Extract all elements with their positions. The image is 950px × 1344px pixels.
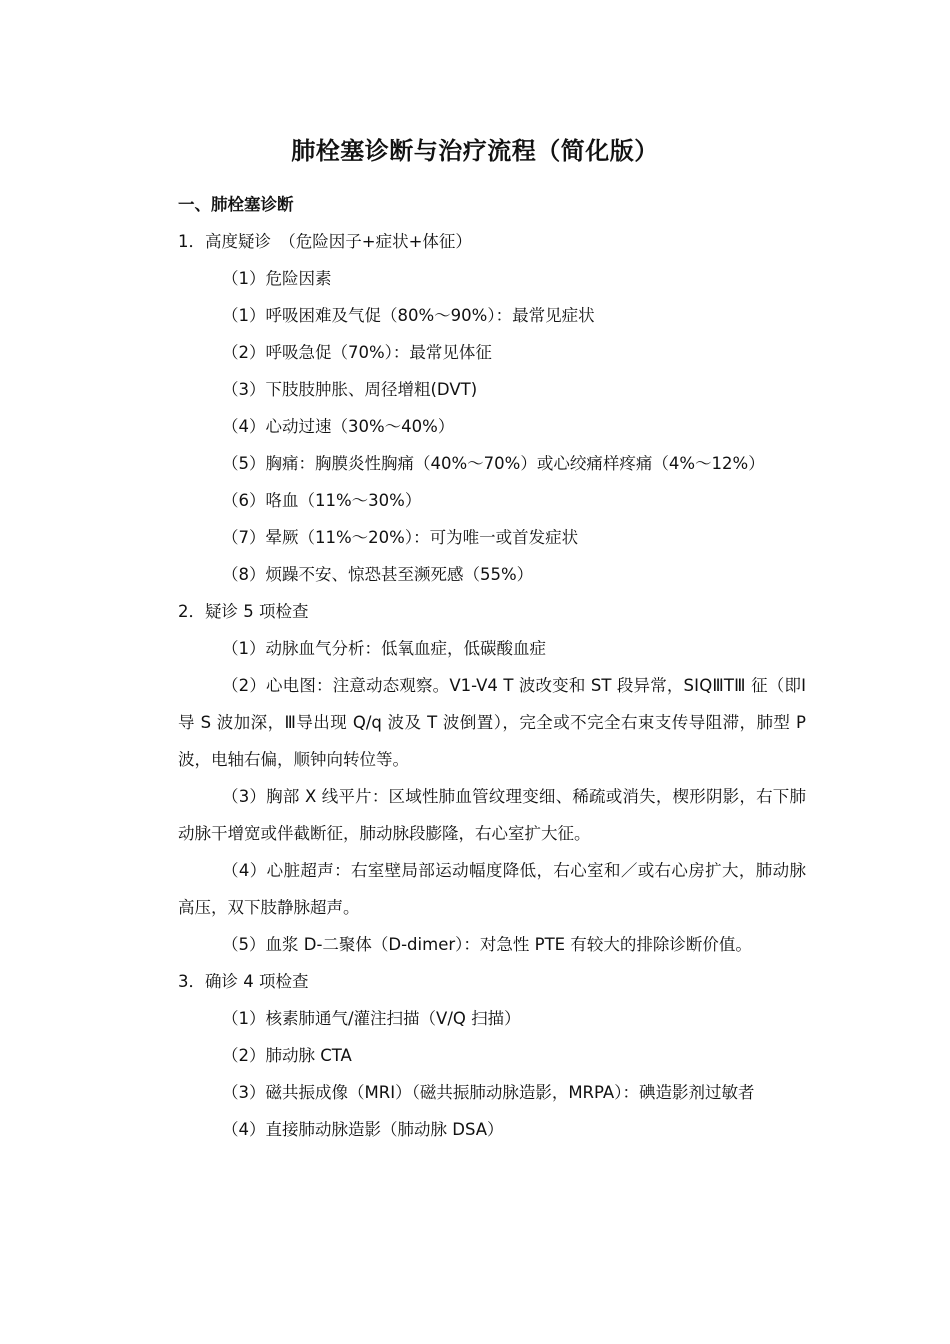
list-item-chest-pain: （5）胸痛：胸膜炎性胸痛（40%～70%）或心绞痛样疼痛（4%～12%） xyxy=(222,454,765,473)
list-item: （8）烦躁不安、惊恐甚至濒死感（55%） xyxy=(222,565,534,584)
item-suspected-tests-label: 2．疑诊 5 项检查 xyxy=(178,602,309,621)
list-item-vq-scan: （1）核素肺通气/灌注扫描（V/Q 扫描） xyxy=(222,1009,521,1028)
page-title: 肺栓塞诊断与治疗流程（简化版） xyxy=(291,137,659,165)
list-item-d-dimer: （5）血浆 D-二聚体（D-dimer）：对急性 PTE 有较大的排除诊断价值。 xyxy=(222,935,752,954)
list-item: （1）危险因素 xyxy=(222,269,332,288)
list-item-mri: （3）磁共振成像（MRI）（磁共振肺动脉造影，MRPA）：碘造影剂过敏者 xyxy=(222,1083,755,1102)
list-item-cta: （2）肺动脉 CTA xyxy=(222,1046,352,1065)
list-item-echocardiography: （4）心脏超声：右室壁局部运动幅度降低，右心室和／或右心房扩大，肺动脉高压，双下肢静脉超声。 xyxy=(178,861,806,917)
list-item-chest-xray: （3）胸部 X 线平片：区域性肺血管纹理变细、稀疏或消失，楔形阴影，右下肺动脉干增宽或伴截断征，肺动脉段膨隆，右心室扩大征。 xyxy=(178,787,806,843)
list-item: （4）心动过速（30%～40%） xyxy=(222,417,455,436)
list-item-dsa: （4）直接肺动脉造影（肺动脉 DSA） xyxy=(222,1120,504,1139)
list-item: （7）晕厥（11%～20%）：可为唯一或首发症状 xyxy=(222,528,579,547)
list-item: （6）咯血（11%～30%） xyxy=(222,491,422,510)
list-item: （3）下肢肢肿胀、周径增粗(DVT) xyxy=(222,380,478,399)
item-confirm-tests-label: 3．确诊 4 项检查 xyxy=(178,972,309,991)
list-item: （2）呼吸急促（70%）：最常见体征 xyxy=(222,343,492,362)
document-body xyxy=(178,186,806,1148)
item-high-suspicion-label: 1．高度疑诊 （危险因子+症状+体征） xyxy=(178,232,472,251)
list-item-ecg: （2）心电图：注意动态观察。V1-V4 T 波改变和 ST 段异常，SⅠQⅢTⅢ 征（即Ⅰ导 S 波加深，Ⅲ导出现 Q/q 波及 T 波倒置），完全或不完全右束支传导阻滞，肺型 P 波，电轴右偏，顺钟向转位等。 xyxy=(178,676,806,769)
list-item: （1）呼吸困难及气促（80%～90%）：最常见症状 xyxy=(222,306,595,325)
section-heading-diagnosis: 一、肺栓塞诊断 xyxy=(178,195,294,214)
list-item-blood-gas: （1）动脉血气分析：低氧血症，低碳酸血症 xyxy=(222,639,546,658)
